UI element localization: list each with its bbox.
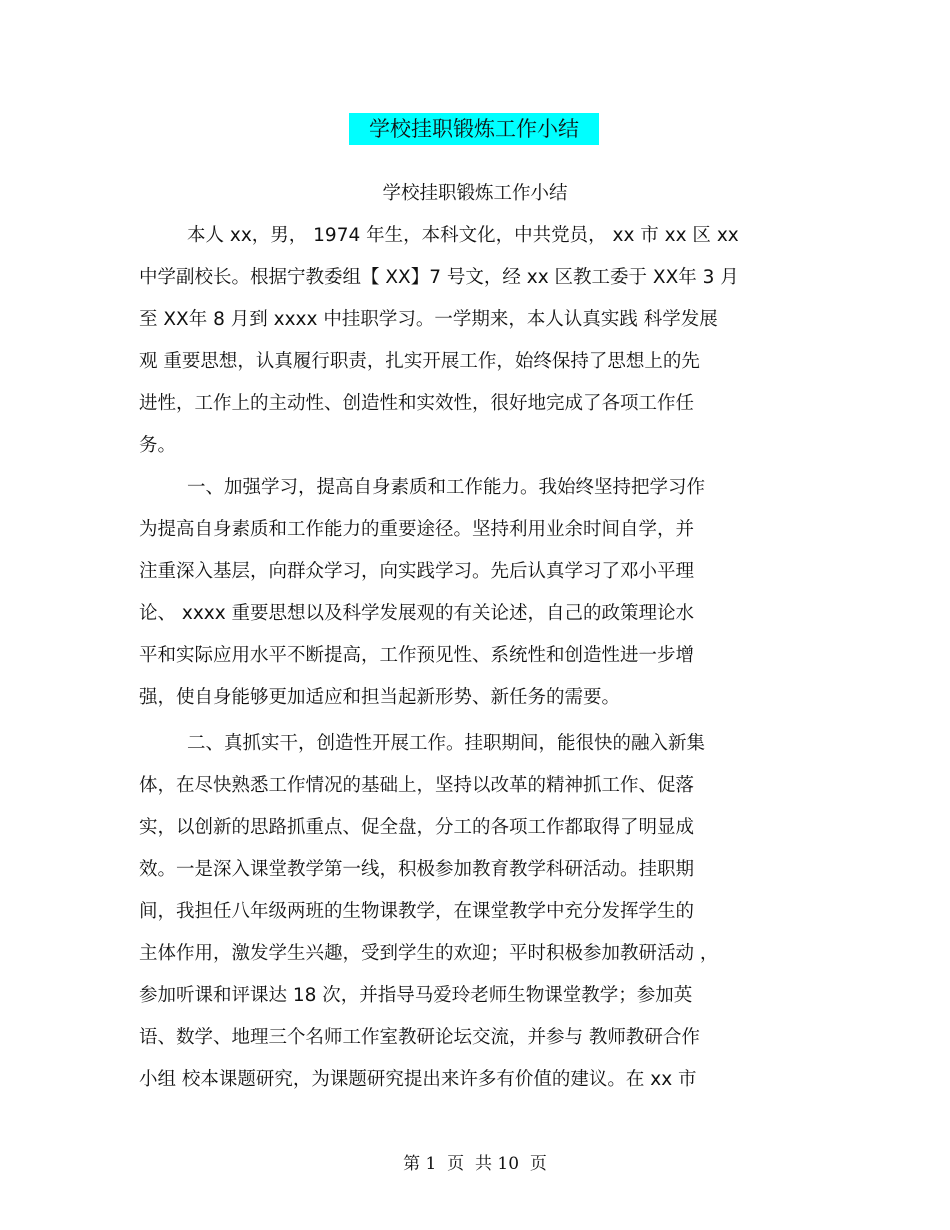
paragraph-line: 间，我担任八年级两班的生物课教学，在课堂教学中充分发挥学生的	[139, 901, 695, 922]
paragraph-line: 至 XX年 8 月到 xxxx 中挂职学习。一学期来，本人认真实践 科学发展	[139, 309, 718, 330]
paragraph-line: 主体作用，激发学生兴趣，受到学生的欢迎；平时积极参加教研活动 ，	[139, 943, 719, 964]
paragraph-line: 注重深入基层，向群众学习，向实践学习。先后认真学习了邓小平理	[139, 561, 695, 582]
paragraph-line: 二、真抓实干，创造性开展工作。挂职期间，能很快的融入新集	[187, 733, 706, 754]
page-number-footer: 第 1 页 共 10 页	[403, 1154, 547, 1174]
paragraph-line: 务。	[139, 435, 177, 456]
paragraph-line: 论、 xxxx 重要思想以及科学发展观的有关论述，自己的政策理论水	[139, 603, 695, 624]
paragraph-line: 强，使自身能够更加适应和担当起新形势、新任务的需要。	[139, 687, 621, 708]
paragraph-line: 效。一是深入课堂教学第一线，积极参加教育教学科研活动。挂职期	[139, 859, 695, 880]
paragraph-line: 参加听课和评课达 18 次，并指导马爱玲老师生物课堂教学；参加英	[139, 985, 693, 1006]
document-subtitle: 学校挂职锻炼工作小结	[382, 183, 568, 204]
paragraph-line: 小组 校本课题研究，为课题研究提出来许多有价值的建议。在 xx 市	[139, 1069, 697, 1090]
paragraph-line: 为提高自身素质和工作能力的重要途径。坚持利用业余时间自学，并	[139, 519, 695, 540]
document-title: 学校挂职锻炼工作小结	[349, 113, 599, 145]
paragraph-line: 进性，工作上的主动性、创造性和实效性，很好地完成了各项工作任	[139, 393, 695, 414]
paragraph-line: 平和实际应用水平不断提高，工作预见性、系统性和创造性进一步增	[139, 645, 695, 666]
paragraph-line: 体，在尽快熟悉工作情况的基础上，坚持以改革的精神抓工作、促落	[139, 775, 695, 796]
paragraph-line: 中学副校长。根据宁教委组【 XX】7 号文，经 xx 区教工委于 XX年 3 月	[139, 267, 739, 288]
paragraph-line: 观 重要思想，认真履行职责，扎实开展工作，始终保持了思想上的先	[139, 351, 700, 372]
paragraph-line: 本人 xx，男， 1974 年生，本科文化，中共党员， xx 市 xx 区 xx	[187, 225, 739, 246]
paragraph-line: 一、加强学习，提高自身素质和工作能力。我始终坚持把学习作	[187, 477, 706, 498]
paragraph-line: 实，以创新的思路抓重点、促全盘，分工的各项工作都取得了明显成	[139, 817, 695, 838]
paragraph-line: 语、数学、地理三个名师工作室教研论坛交流，并参与 教师教研合作	[139, 1027, 700, 1048]
